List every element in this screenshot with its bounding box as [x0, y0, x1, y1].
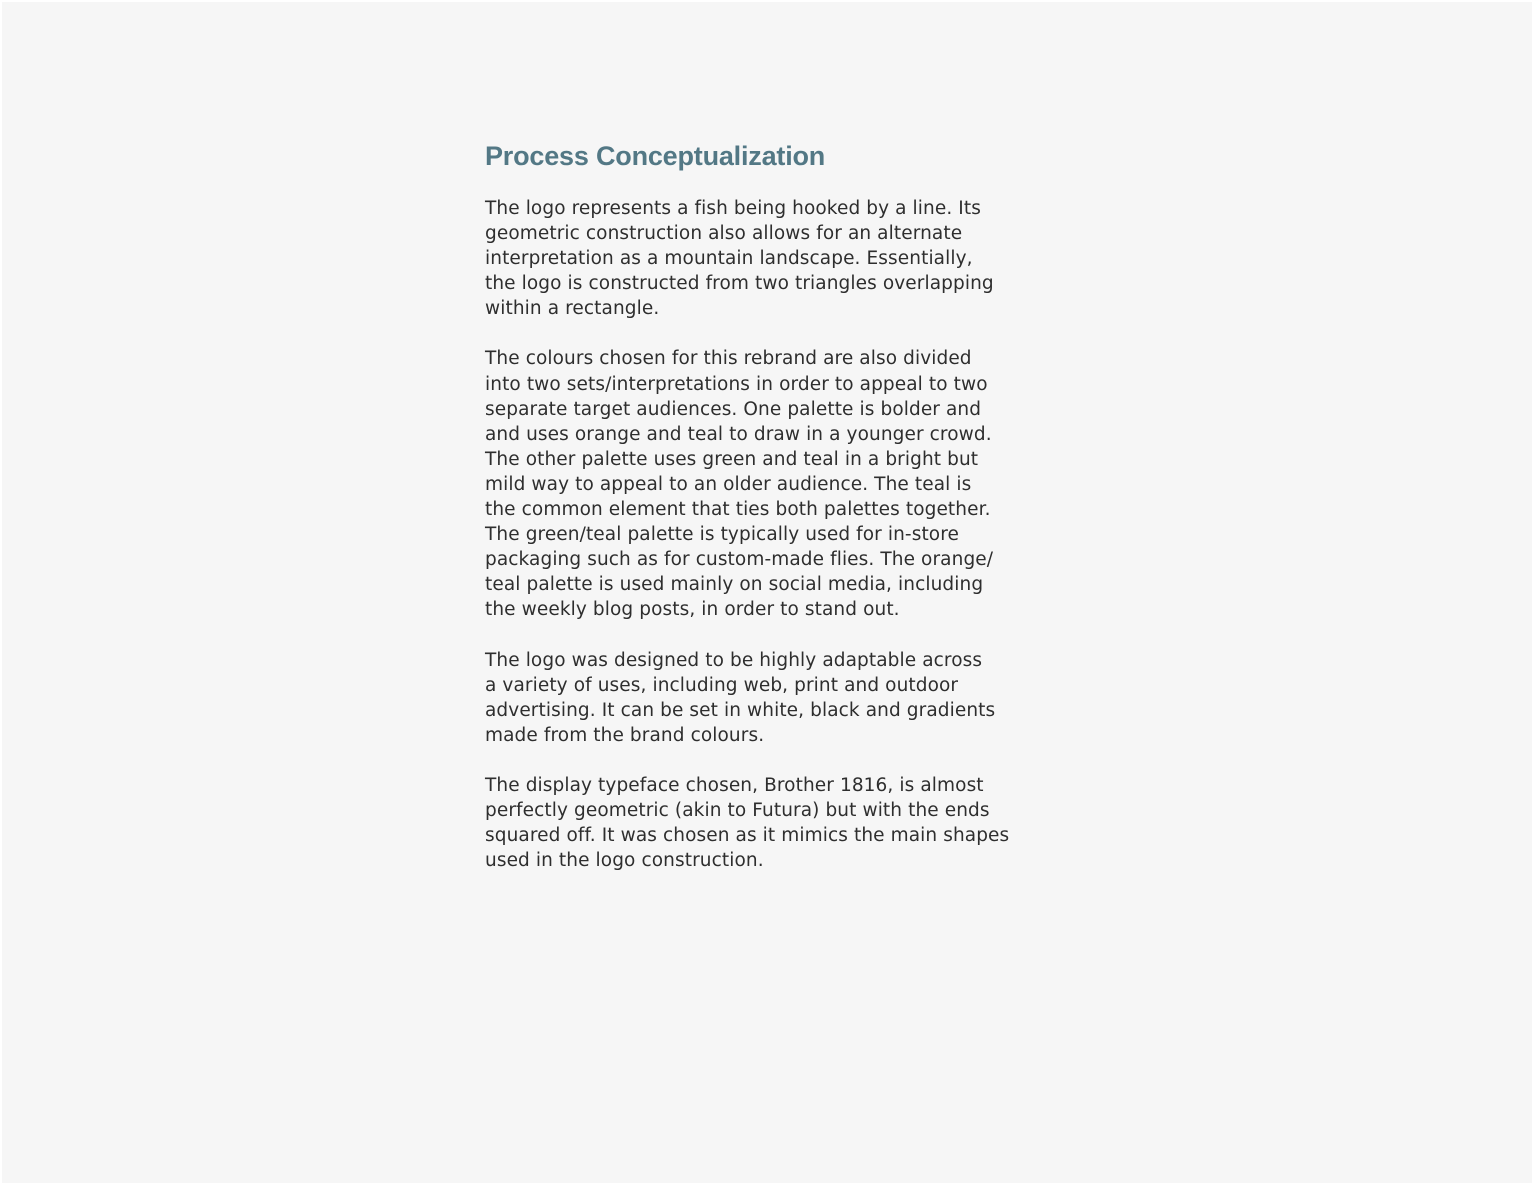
text-line: The display typeface chosen, Brother 1816, is almost: [485, 774, 984, 796]
text-line: the logo is constructed from two triangles overlapping: [485, 273, 994, 295]
text-line: squared off. It was chosen as it mimics the main shapes: [485, 825, 1010, 847]
paragraph-adaptability: [485, 648, 1045, 748]
text-line: and uses orange and teal to draw in a younger crowd.: [485, 423, 992, 445]
text-line: mild way to appeal to an older audience. The teal is: [485, 473, 972, 495]
text-line: perfectly geometric (akin to Futura) but with the ends: [485, 799, 990, 821]
text-line: the common element that ties both palettes together.: [485, 499, 991, 521]
text-line: The green/teal palette is typically used for in-store: [485, 524, 959, 546]
text-line: The other palette uses green and teal in a bright but: [485, 448, 979, 470]
text-line: The logo was designed to be highly adaptable across: [485, 649, 983, 671]
text-line: made from the brand colours.: [485, 724, 765, 746]
text-line: The colours chosen for this rebrand are also divided: [485, 348, 972, 370]
text-line: advertising. It can be set in white, black and gradients: [485, 699, 996, 721]
text-line: within a rectangle.: [485, 298, 660, 320]
document-body: [485, 139, 1045, 898]
text-line: a variety of uses, including web, print and outdoor: [485, 674, 959, 696]
text-line: used in the logo construction.: [485, 850, 764, 872]
text-line: packaging such as for custom-made flies. The orange/: [485, 549, 994, 571]
text-line: The logo represents a fish being hooked by a line. Its: [485, 198, 981, 219]
text-line: teal palette is used mainly on social media, including: [485, 574, 984, 596]
text-line: interpretation as a mountain landscape. Essentially,: [485, 248, 973, 270]
paragraph-typeface: [485, 773, 1045, 873]
text-line: the weekly blog posts, in order to stand out.: [485, 599, 900, 621]
text-line: separate target audiences. One palette is bolder and: [485, 398, 982, 420]
paragraph-logo-concept: [485, 196, 1045, 321]
text-line: geometric construction also allows for an alternate: [485, 223, 963, 245]
page-title: Process Conceptualization: [485, 141, 826, 171]
paragraph-colours: [485, 346, 1045, 622]
text-line: into two sets/interpretations in order to appeal to two: [485, 373, 988, 395]
